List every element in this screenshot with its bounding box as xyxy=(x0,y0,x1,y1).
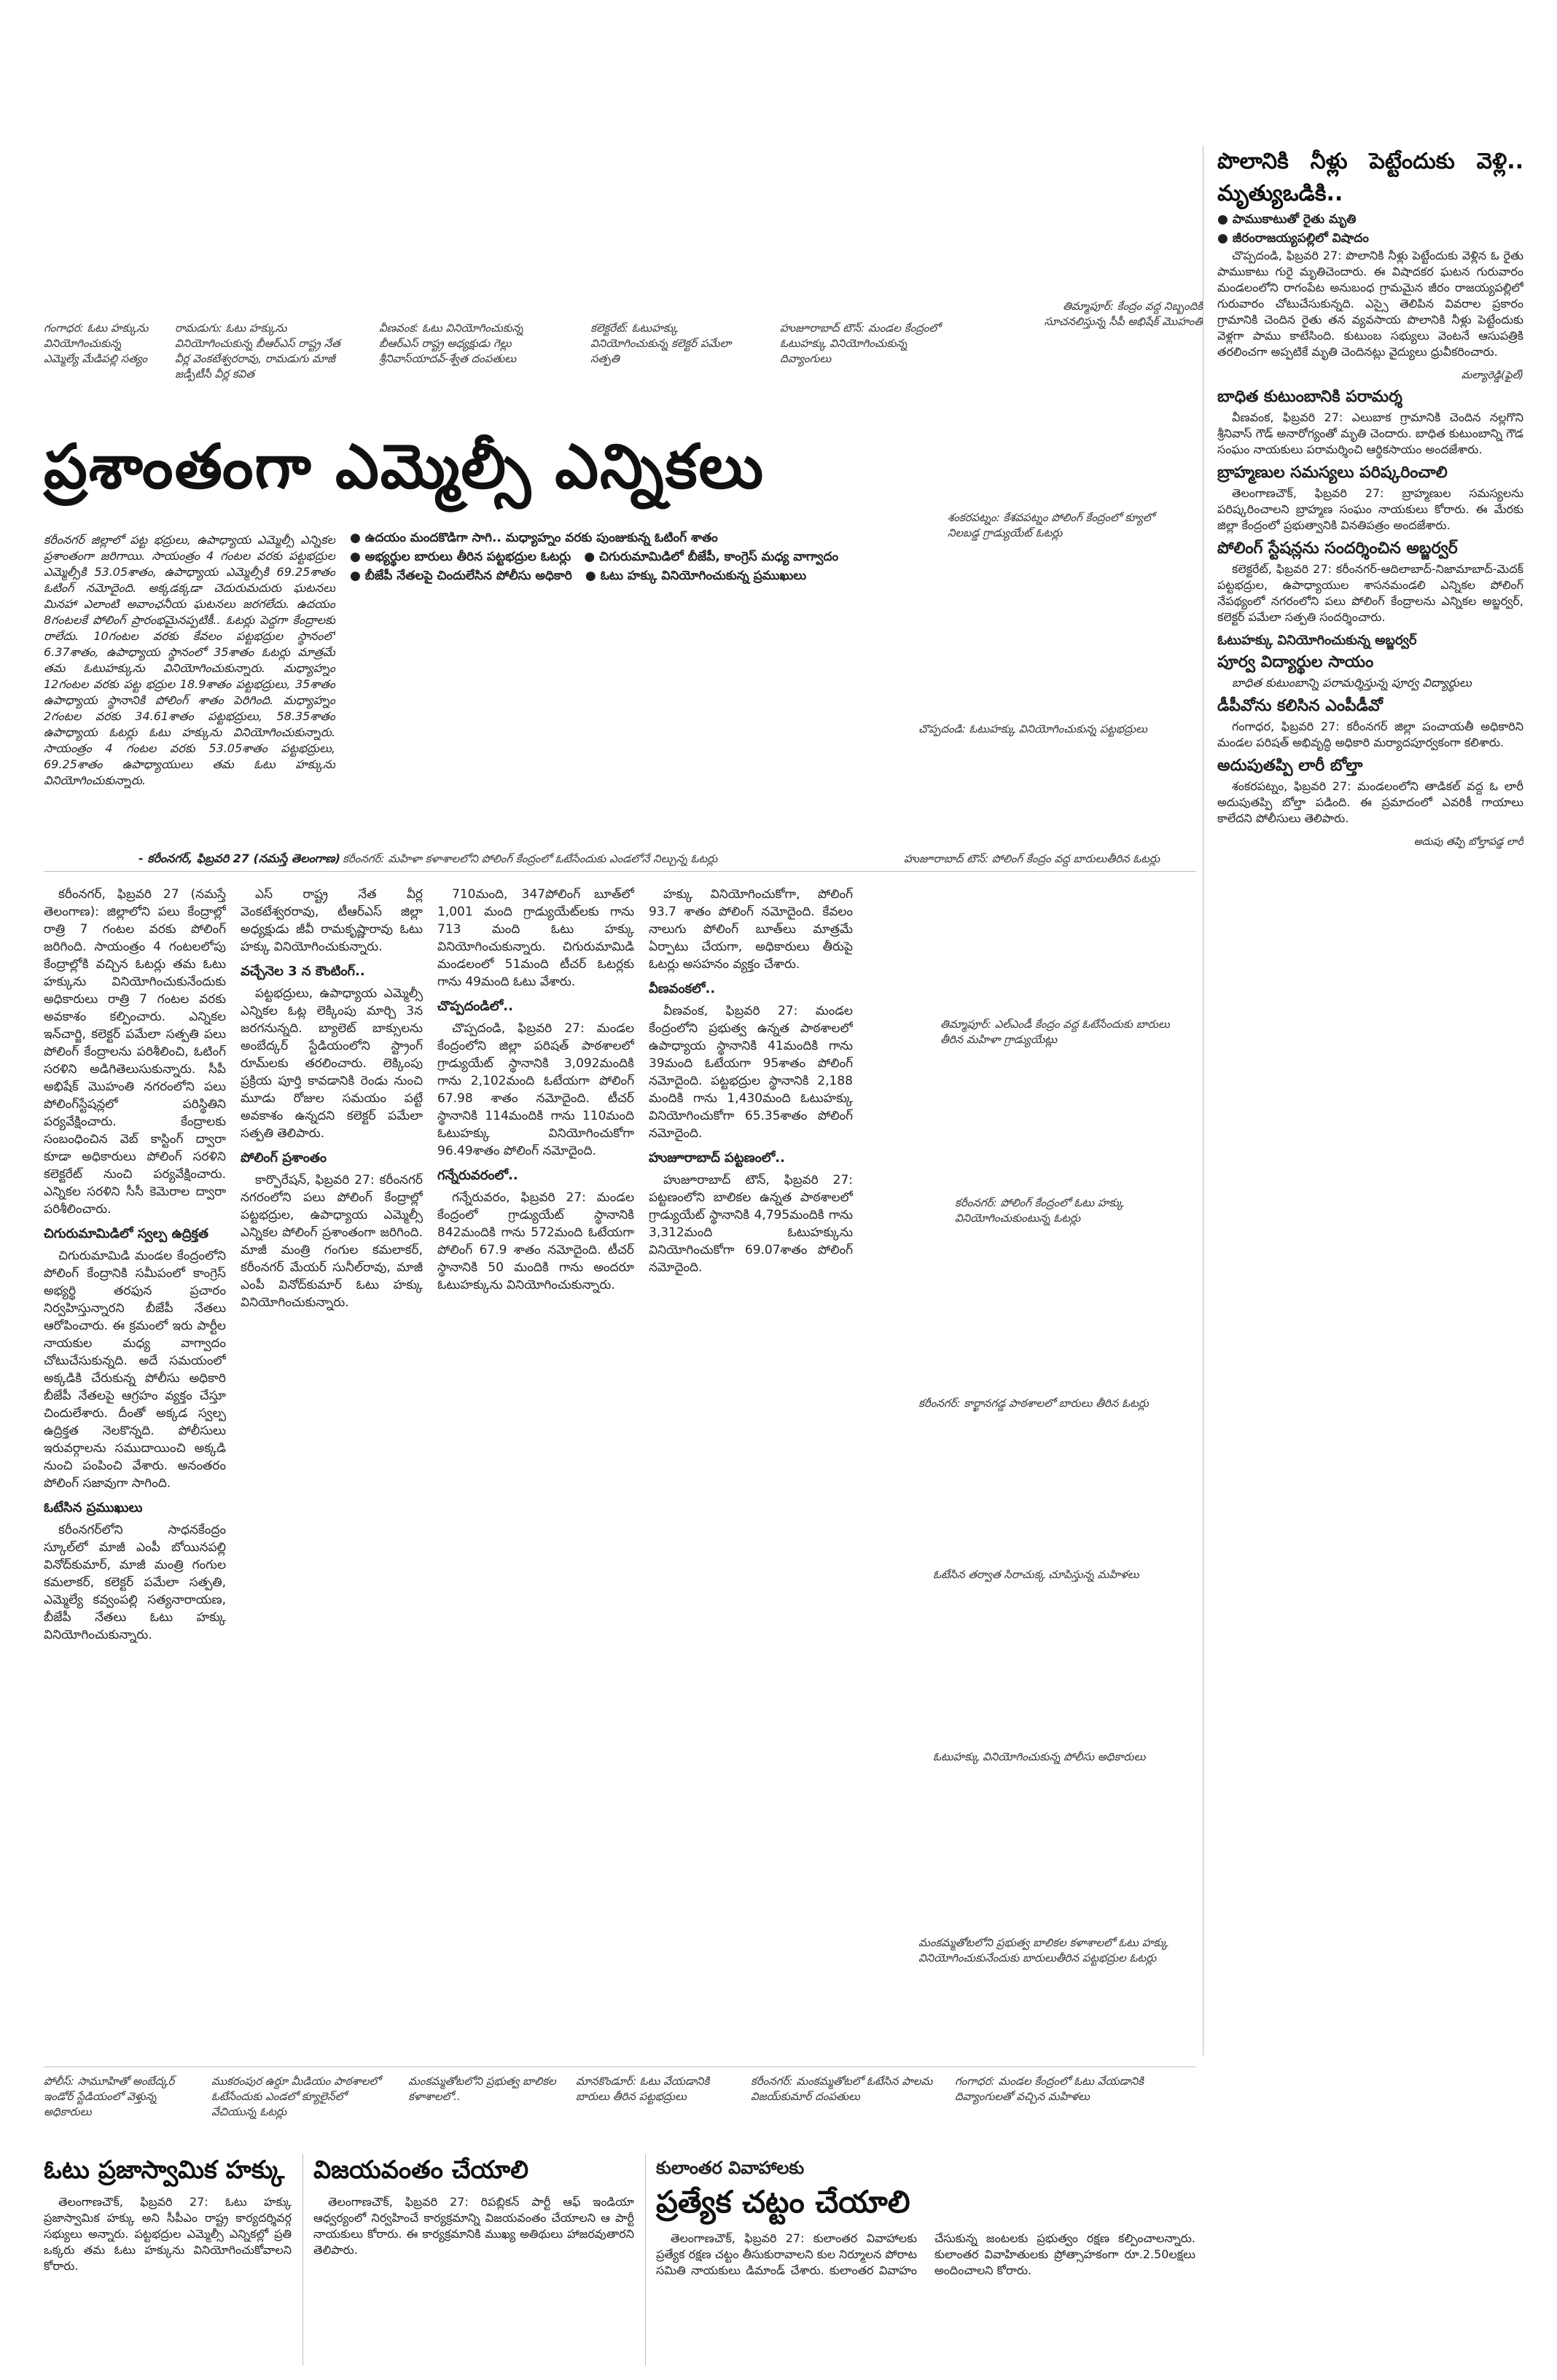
bottom-article-3-text xyxy=(656,2231,1195,2362)
main-headline: ప్రశాంతంగా ఎమ్మెల్సీ ఎన్నికలు xyxy=(44,431,765,502)
body-column-3 xyxy=(437,886,634,2052)
lede-text: కరీంనగర్ జిల్లాలో పట్ట భద్రులు, ఉపాధ్యాయ ఎమ్మెల్సీ ఎన్నికల ప్రశాంతంగా జరిగాయి. సాయంత్రం 4 గంటల వరకు పట్టభద్రుల ఎమ్మెల్సీకి 53.05శాతం, ఉపాధ్యాయ ఎమ్మెల్సీకి 69.25శాతం ఓటింగ్ నమోదైంది. అక్కడక్కడా చెదురుమదురు ఘటనలు మినహా ఎలాంటి అవాంఛనీయ ఘటనలు జరగలేదు. ఉదయం 8గంటలకే పోలింగ్ ప్రారంభమైనప్పటికీ.. ఓటర్లు పెద్దగా కేంద్రాలకు రాలేదు. 10గంటల వరకు కేవలం పట్టభద్రుల స్థానంలో 6.37శాతం, ఉపాధ్యాయ స్థానంలో 35శాతం ఓటర్లు మాత్రమే తమ ఓటుహక్కును వినియోగించుకున్నారు. మధ్యాహ్నం 12గంటల వరకు పట్ట భద్రుల 18.9శాతం పట్టభద్రులు, 35శాతం ఉపాధ్యాయ స్థానానికి పోలింగ్ శాతం పెరిగింది. మధ్యాహ్నం 2గంటల వరకు 34.61శాతం పట్టభద్రులు, 58.35శాతం ఉపాధ్యాయ ఓటర్లు ఓటు హక్కును వినియోగించుకున్నారు. సాయంత్రం 4 గంటల వరకు 53.05శాతం పట్టభద్రులు, 69.25శాతం ఉపాధ్యాయులు తమ ఓటు హక్కును వినియోగించుకున్నారు. xyxy=(44,533,335,787)
col1-subhead-2: ఓటేసిన ప్రముఖులు xyxy=(44,1500,143,1515)
lede-paragraph xyxy=(44,532,335,846)
right-column xyxy=(1217,146,1523,2056)
right-headline-7: అదుపుతప్పి లారీ బోల్తా xyxy=(1217,757,1363,775)
col1-subhead-1: చిగురుమామిడిలో స్వల్ప ఉద్రిక్తత xyxy=(44,1226,208,1241)
bottom-caption-3: మంకమ్మతోటలోని ప్రభుత్వ బాలికల కళాశాలలో.. xyxy=(408,2075,556,2103)
col2-subhead-2: పోలింగ్ ప్రశాంతం xyxy=(241,1150,327,1166)
photo-caption-1: గంగాధర: ఓటు హక్కును వినియోగించుకున్న ఎమ్మెల్యే మేడిపల్లి సత్యం xyxy=(44,321,149,365)
col4-paragraph-1: హక్కు వినియోగించుకోగా, పోలింగ్ 93.7 శాతం పోలింగ్ నమోదైంది. కేవలం నాలుగు పోలింగ్ బూత్‌లు మాత్రమే ఏర్పాటు చేయగా, అధికారులు తీరుపై ఓటర్లు అసహనం వ్యక్తం చేశారు. xyxy=(649,887,853,972)
right-headline-3: బ్రాహ్మణుల సమస్యలు పరిష్కరించాలి xyxy=(1217,464,1448,482)
col4-subhead-1: వీణవంకలో.. xyxy=(649,981,716,996)
col3-subhead-1: చొప్పదండిలో.. xyxy=(437,999,513,1014)
right-bullet-2: ● జీరంరాజయ్యపల్లిలో విషాదం xyxy=(1217,231,1369,246)
right-headline-5: పూర్వ విద్యార్థుల సాయం xyxy=(1217,653,1374,671)
side-caption-5: తిమ్మాపూర్: ఎల్ఎండీ కేంద్రం వద్ద ఓటేసేందుకు బారులు తీరిన మహిళా గ్రాడ్యుయేట్లు xyxy=(940,1018,1170,1046)
highlight-2: ● అభ్యర్థుల బారులు తీరిన పట్టభద్రుల ఓటర్లు xyxy=(350,550,571,564)
divider-under-lede xyxy=(44,871,1195,872)
bottom-article-3-title: ప్రత్యేక చట్టం చేయాలి xyxy=(656,2184,910,2220)
right-place-caption: మల్యారెడ్డి(ఫైల్) xyxy=(1461,370,1523,381)
right-headline-2: బాధిత కుటుంబానికి పరామర్శ xyxy=(1217,388,1402,406)
right-bullet-1: ● పాముకాటుతో రైతు మృతి xyxy=(1217,212,1357,227)
col2-paragraph-3: కార్పొరేషన్, ఫిబ్రవరి 27: కరీంనగర్ నగరంలోని పలు పోలింగ్ కేంద్రాల్లో పట్టభద్రుల, ఉపాధ్యాయ ఎమ్మెల్సీ ఎన్నికల పోలింగ్ ప్రశాంతంగా జరిగింది. మాజీ మంత్రి గంగుల కమలాకర్, కరీంనగర్ మేయర్ సునీల్‌రావు, మాజీ ఎంపీ వినోద్‌కుమార్ ఓటు హక్కు వినియోగించుకున్నారు. xyxy=(241,1173,423,1310)
col1-paragraph-3: కరీంనగర్‌లోని సాధనకేంద్రం స్కూల్‌లో మాజీ ఎంపీ బోయినపల్లి వినోద్‌కుమార్, మాజీ మంత్రి గంగుల కమలాకర్, కలెక్టర్ పమేలా సత్పతి, ఎమ్మెల్యే కవ్వంపల్లి సత్యనారాయణ, బీజేపీ నేతలు ఓటు హక్కు వినియోగించుకున్నారు. xyxy=(44,1523,226,1642)
bottom-article-1-text xyxy=(44,2194,292,2362)
bottom-caption-2: ముకరంపుర ఉర్దూ మీడియం పాఠశాలలో ఓటేసేందుకు ఎండలో క్యూలైన్‌లో వేచియున్న ఓటర్లు xyxy=(211,2075,381,2118)
col2-subhead-1: వచ్చేనెల 3 న కౌంటింగ్.. xyxy=(241,964,365,979)
body-column-4 xyxy=(649,886,853,2052)
bottom-article-2-title: విజయవంతం చేయాలి xyxy=(313,2155,529,2185)
photo-caption-4: కలెక్టరేట్: ఓటుహక్కు వినియోగించుకున్న కలెక్టర్ పమేలా సత్పతి xyxy=(590,321,732,365)
col2-paragraph-1: ఎస్ రాష్ట్ర నేత వీర్ల వెంకటేశ్వరరావు, టీఆర్ఎస్ జిల్లా అధ్యక్షుడు జీవీ రామకృష్ణారావు ఓటు హక్కు వినియోగించుకున్నారు. xyxy=(241,887,423,954)
right-paragraph-4: కలెక్టరేట్, ఫిబ్రవరి 27: కరీంనగర్-ఆదిలాబాద్-నిజామాబాద్-మెదక్ పట్టభద్రుల, ఉపాధ్యాయుల శాసనమండలి ఎన్నికల పోలింగ్ నేపథ్యంలో నగరంలోని పలు పోలింగ్ కేంద్రాలను ఎన్నికల అబ్జర్వర్, కలెక్టర్ పమేలా సత్పతి సందర్శించారు. xyxy=(1217,562,1523,624)
col1-paragraph-2: చిగురుమామిడి మండల కేంద్రంలోని పోలింగ్ కేంద్రానికి సమీపంలో కాంగ్రెస్ అభ్యర్థి తరఫున ప్రచారం నిర్వహిస్తున్నారని బీజేపీ నేతలు ఆరోపించారు. ఈ క్రమంలో ఇరు పార్టీల నాయకుల మధ్య వాగ్వాదం చోటుచేసుకున్నది. అదే సమయంలో అక్కడికి చేరుకున్న పోలీసు అధికారి బీజేపీ నేతలపై ఆగ్రహం వ్యక్తం చేస్తూ చిందులేశారు. దీంతో అక్కడ స్వల్ప ఉద్రిక్తత నెలకొన్నది. పోలీసులు ఇరువర్గాలను సముదాయించి అక్కడి నుంచి పంపించి వేశారు. అనంతరం పోలింగ్ సజావుగా సాగింది. xyxy=(44,1249,226,1491)
bottom-article-1-paragraph: తెలంగాణచౌక్, ఫిబ్రవరి 27: ఓటు హక్కు ప్రజాస్వామిక హక్కు అని సీపీఎం రాష్ట్ర కార్యదర్శివర్గ సభ్యులు అన్నారు. పట్టభద్రుల ఎమ్మెల్సీ ఎన్నికల్లో ప్రతి ఒక్కరు తమ ఓటు హక్కును వినియోగించుకోవాలని కోరారు. xyxy=(44,2195,292,2273)
highlight-3: ● చిగురుమామిడిలో బీజేపీ, కాంగ్రెస్ మధ్య వాగ్వాదం xyxy=(584,550,839,564)
bottom-article-3-kicker: కులాంతర వివాహాలకు xyxy=(656,2158,805,2178)
highlights-block xyxy=(350,528,875,585)
col2-paragraph-2: పట్టభద్రులు, ఉపాధ్యాయ ఎమ్మెల్సీ ఎన్నికల ఓట్ల లెక్కింపు మార్చి 3న జరగనున్నది. బ్యాలెట్ బాక్సులను అంబేద్కర్ స్టేడియంలోని స్ట్రాంగ్ రూమ్‌లకు తరలించారు. లెక్కింపు ప్రక్రియ పూర్తి కావడానికి రెండు నుంచి మూడు రోజుల సమయం పట్టే అవకాశం ఉన్నదని కలెక్టర్ పమేలా సత్పతి తెలిపారు. xyxy=(241,986,423,1141)
side-caption-9: ఓటుహక్కు వినియోగించుకున్న పోలీసు అధికారులు xyxy=(933,1750,1146,1763)
bottom-article-3-paragraph: తెలంగాణచౌక్, ఫిబ్రవరి 27: కులాంతర వివాహాలకు ప్రత్యేక రక్షణ చట్టం తీసుకురావాలని కుల నిర్మూలన పోరాట సమితి నాయకులు డిమాండ్ చేశారు. కులాంతర వివాహం చేసుకున్న జంటలకు ప్రభుత్వం రక్షణ కల్పించాలన్నారు. కులాంతర వివాహితులకు ప్రోత్సాహకంగా రూ.2.50లక్షలు అందించాలని కోరారు. xyxy=(656,2231,1195,2277)
photo-caption-6: తిమ్మాపూర్: కేంద్రం వద్ద నిబ్బందికి సూచనలిస్తున్న సీపీ అభిషేక్ మొహంతి xyxy=(1044,300,1203,328)
body-column-1 xyxy=(44,886,226,2052)
col3-paragraph-1: 710మంది, 347పోలింగ్ బూత్‌లో 1,001 మంది గ్రాడ్యుయేట్‌లకు గాను 713 మంది ఓటు హక్కు వినియోగించుకున్నారు. చిగురుమామిడి మండలంలో 51మంది టీచర్ ఓటర్లకు గాను 49మంది ఓటు వేశారు. xyxy=(437,887,634,989)
right-credit: అదుపు తప్పి బోల్తాపడ్డ లారీ xyxy=(1413,836,1523,848)
bottom-article-2-paragraph: తెలంగాణచౌక్, ఫిబ్రవరి 27: రిపబ్లికన్ పార్టీ ఆఫ్ ఇండియా ఆధ్వర్యంలో నిర్వహించే కార్యక్రమాన్ని విజయవంతం చేయాలని ఆ పార్టీ నాయకులు కోరారు. ఈ కార్యక్రమానికి ముఖ్య అతిథులు హాజరవుతారని తెలిపారు. xyxy=(313,2195,634,2257)
photo-caption-2: రామడుగు: ఓటు హక్కును వినియోగించుకున్న బీఆర్ఎస్ రాష్ట్ర నేత వీర్ల వెంకటేశ్వరరావు, రామడుగు మాజీ జడ్పీటీసీ వీర్ల కవిత xyxy=(175,321,340,381)
side-caption-1: శంకరపట్నం: కేశవపట్నం పోలింగ్ కేంద్రంలో క్యూలో నిలబడ్డ గ్రాడ్యుయేట్ ఓటర్లు xyxy=(948,511,1155,539)
right-paragraph-1: చొప్పదండి, ఫిబ్రవరి 27: పొలానికి నీళ్లు పెట్టేందుకు వెళ్లిన ఓ రైతు పాముకాటు గురై మృతిచెందారు. ఈ విషాదకర ఘటన గురువారం మండలంలోని రాగంపేట అనుబంధ గ్రామమైన జీరం రాజయ్యపల్లిలో గురువారం చోటుచేసుకున్నది. ఎస్సై తెలిపిన వివరాల ప్రకారం గ్రామానికి చెందిన రైతు తన వ్యవసాయ పొలానికి నీళ్లు పెట్టేందుకు వెళ్లగా పాము కాటేసింది. కుటుంబ సభ్యులు వెంటనే ఆసుపత్రికి తరలించగా అప్పటికే మృతి చెందినట్లు వైద్యులు ధ్రువీకరించారు. xyxy=(1217,249,1523,359)
right-headline-4: పోలింగ్ స్టేషన్లను సందర్శించిన అబ్జర్వర్ xyxy=(1217,539,1458,558)
side-caption-10: మంకమ్మతోటలోని ప్రభుత్వ బాలికల కళాశాలలో ఓటు హక్కు వినియోగించుకునేందుకు బారులుతీరిన పట్టభద్రుల ఓటర్లు xyxy=(918,1936,1168,1965)
right-paragraph-3: తెలంగాణచౌక్, ఫిబ్రవరి 27: బ్రాహ్మణుల సమస్యలను పరిష్కరించాలని బ్రాహ్మణ సంఘం నాయకులు కోరారు. ఈ మేరకు జిల్లా కేంద్రంలో ప్రభుత్వానికి వినతిపత్రం అందజేశారు. xyxy=(1217,486,1523,532)
photo-caption-3: వీణవంక: ఓటు వినియోగించుకున్న బీఆర్ఎస్ రాష్ట్ర అధ్యక్షుడు గెల్లు శ్రీనివాస్‌యాదవ్-శ్వేత దంపతులు xyxy=(379,321,523,365)
bottom-article-1-title: ఓటు ప్రజాస్వామిక హక్కు xyxy=(44,2155,285,2185)
highlight-5: ● ఓటు హక్కు వినియోగించుకున్న ప్రముఖులు xyxy=(585,569,807,583)
col4-subhead-2: హుజూరాబాద్ పట్టణంలో.. xyxy=(649,1150,785,1166)
right-paragraph-2: వీణవంక, ఫిబ్రవరి 27: ఎలుబాక గ్రామానికి చెందిన నల్లగొని శ్రీనివాస్ గౌడ్ అనారోగ్యంతో మృతి చెందారు. బాధిత కుటుంబాన్ని గౌడ సంఘం నాయకులు పరామర్శించి ఆర్థికసాయం అందజేశారు. xyxy=(1217,410,1523,456)
right-headline-6: డీపీవోను కలిసిన ఎంపీడీవో xyxy=(1217,697,1383,715)
side-caption-6: కరీంనగర్: పోలింగ్ కేంద్రంలో ఓటు హక్కు వినియోగించుకుంటున్న ఓటర్లు xyxy=(955,1196,1124,1225)
highlight-4: ● బీజేపీ నేతలపై చిందులేసిన పోలీసు అధికారి xyxy=(350,569,572,583)
col4-paragraph-3: హుజూరాబాద్ టౌన్, ఫిబ్రవరి 27: పట్టణంలోని బాలికల ఉన్నత పాఠశాలలో గ్రాడ్యుయేట్ స్థానానికి 4,795మందికి గాను 3,312మంది ఓటుహక్కును వినియోగించుకోగా 69.07శాతం పోలింగ్ నమోదైంది. xyxy=(649,1173,853,1275)
highlight-1: ● ఉదయం మందకొడిగా సాగి.. మధ్యాహ్నం వరకు పుంజుకున్న ఓటింగ్ శాతం xyxy=(350,531,718,545)
right-paragraph-5: బాధిత కుటుంబాన్ని పరామర్శిస్తున్న పూర్వ విద్యార్థులు xyxy=(1232,676,1472,690)
side-caption-7: కరీంనగర్: కార్ఖానగడ్డ పాఠశాలలో బారులు తీరిన ఓటర్లు xyxy=(918,1397,1149,1410)
col4-paragraph-2: వీణవంక, ఫిబ్రవరి 27: మండల కేంద్రంలోని ప్రభుత్వ ఉన్నత పాఠశాలలో ఉపాధ్యాయ స్థానానికి 41మందికి గాను 39మంది ఓటేయగా 95శాతం పోలింగ్ నమోదైంది. పట్టభద్రుల స్థానానికి 2,188 మందికి గాను 1,430మంది ఓటుహక్కు వినియోగించుకోగా 65.35శాతం పోలింగ్ నమోదైంది. xyxy=(649,1004,853,1141)
body-column-2 xyxy=(241,886,423,2052)
side-caption-2: చొప్పదండి: ఓటుహక్కు వినియోగించుకున్న పట్టభద్రులు xyxy=(918,722,1147,736)
bottom-caption-1: పోలీస్: సామూహితో అంబేద్కర్ ఇండోర్ స్టేడియంలో వెళ్తున్న అధికారులు xyxy=(44,2075,175,2118)
bottom-caption-6: గంగాధర: మండల కేంద్రంలో ఓటు వేయడానికి దివ్యాంగులతో వచ్చిన మహిళలు xyxy=(955,2075,1144,2103)
right-subhead-vote: ఓటుహక్కు వినియోగించుకున్న అబ్జర్వర్ xyxy=(1217,633,1417,648)
bottom-article-2-text xyxy=(313,2194,634,2362)
col1-paragraph-1: కరీంనగర్, ఫిబ్రవరి 27 (నమస్తే తెలంగాణ): జిల్లాలోని పలు కేంద్రాల్లో రాత్రి 7 గంటల వరకు పోలింగ్ జరిగింది. సాయంత్రం 4 గంటలలోపు కేంద్రాల్లోకి వచ్చిన ఓటర్లు తమ ఓటు హక్కును వినియోగించుకునేందుకు అధికారులు రాత్రి 7 గంటల వరకు అవకాశం కల్పించారు. ఎన్నికల ఇన్‌చార్జి, కలెక్టర్ పమేలా సత్పతి పలు పోలింగ్ కేంద్రాలను పరిశీలించి, ఓటింగ్ సరళిని అడిగితెలుసుకున్నారు. సీపీ అభిషేక్ మొహంతి నగరంలోని పలు పోలింగ్‌స్టేషన్లలో పరిస్థితిని పర్యవేక్షించారు. కేంద్రాలకు సంబంధించిన వెబ్ కాస్టింగ్ ద్వారా కూడా అధికారులు పోలింగ్ సరళిని కలెక్టరేట్ నుంచి పర్యవేక్షించారు. ఎన్నికల సరళిని సీసీ కెమెరాల ద్వారా పరిశీలించారు. xyxy=(44,887,226,1217)
lede-dateline: - కరీంనగర్, ఫిబ్రవరి 27 (నమస్తే తెలంగాణ) xyxy=(138,851,340,865)
col3-paragraph-3: గన్నేరువరం, ఫిబ్రవరి 27: మండల కేంద్రంలో గ్రాడ్యుయేట్ స్థానానికి 842మందికి గాను 572మంది ఓటేయగా పోలింగ్ 67.9 శాతం నమోదైంది. టీచర్ స్థానానికి 50 మందికి గాను అందరూ ఓటుహక్కును వినియోగించుకున్నారు. xyxy=(437,1190,634,1292)
side-caption-8: ఓటేసిన తర్వాత సిరాచుక్క చూపిస్తున్న మహిళలు xyxy=(933,1568,1139,1581)
col3-paragraph-2: చొప్పదండి, ఫిబ్రవరి 27: మండల కేంద్రంలోని జిల్లా పరిషత్ పాఠశాలలో గ్రాడ్యుయేట్ స్థానానికి 3,092మందికి గాను 2,102మంది ఓటేయగా పోలింగ్ 67.98 శాతం నమోదైంది. టీచర్ స్థానానికి 114మందికి గాను 110మంది ఓటుహక్కు వినియోగించుకోగా 96.49శాతం పోలింగ్ నమోదైంది. xyxy=(437,1021,634,1158)
divider-bottom-2 xyxy=(645,2154,646,2365)
photo-caption-5: హుజూరాబాద్ టౌన్: మండల కేంద్రంలో ఓటుహక్కు వినియోగించుకున్న దివ్యాంగులు xyxy=(780,321,940,365)
right-paragraph-7: శంకరపట్నం, ఫిబ్రవరి 27: మండలంలోని తాడికల్ వద్ద ఓ లారీ అదుపుతప్పి బోల్తా పడింది. ఈ ప్రమాదంలో ఎవరికీ గాయాలు కాలేదని పోలీసులు తెలిపారు. xyxy=(1217,779,1523,825)
bottom-caption-4: మానకొండూర్: ఓటు వేయడానికి బారులు తీరిన పట్టభద్రులు xyxy=(576,2075,710,2103)
side-caption-4: హుజూరాబాద్ టౌన్: పోలింగ్ కేంద్రం వద్ద బారులుతీరిన ఓటర్లు xyxy=(904,852,1160,865)
top-photo-strip xyxy=(0,0,1203,306)
right-paragraph-6: గంగాధర, ఫిబ్రవరి 27: కరీంనగర్ జిల్లా పంచాయతీ అధికారిని మండల పరిషత్ అభివృద్ధి అధికారి మర్యాదపూర్వకంగా కలిశారు. xyxy=(1217,719,1523,749)
col3-subhead-2: గన్నేరువరంలో.. xyxy=(437,1168,518,1183)
right-headline-1: పొలానికి నీళ్లు పెట్టేందుకు వెళ్లి.. మృత్యుఒడికి.. xyxy=(1217,149,1523,206)
bottom-caption-5: కరీంనగర్: మంకమ్మతోటలో ఓటేసిన పాలమ విజయ్‌కుమార్ దంపతులు xyxy=(751,2075,933,2103)
side-caption-3: కరీంనగర్: మహిళా కళాశాలలోని పోలింగ్ కేంద్రంలో ఓటేసేందుకు ఎండలోనే నిల్చున్న ఓటర్లు xyxy=(343,852,718,865)
